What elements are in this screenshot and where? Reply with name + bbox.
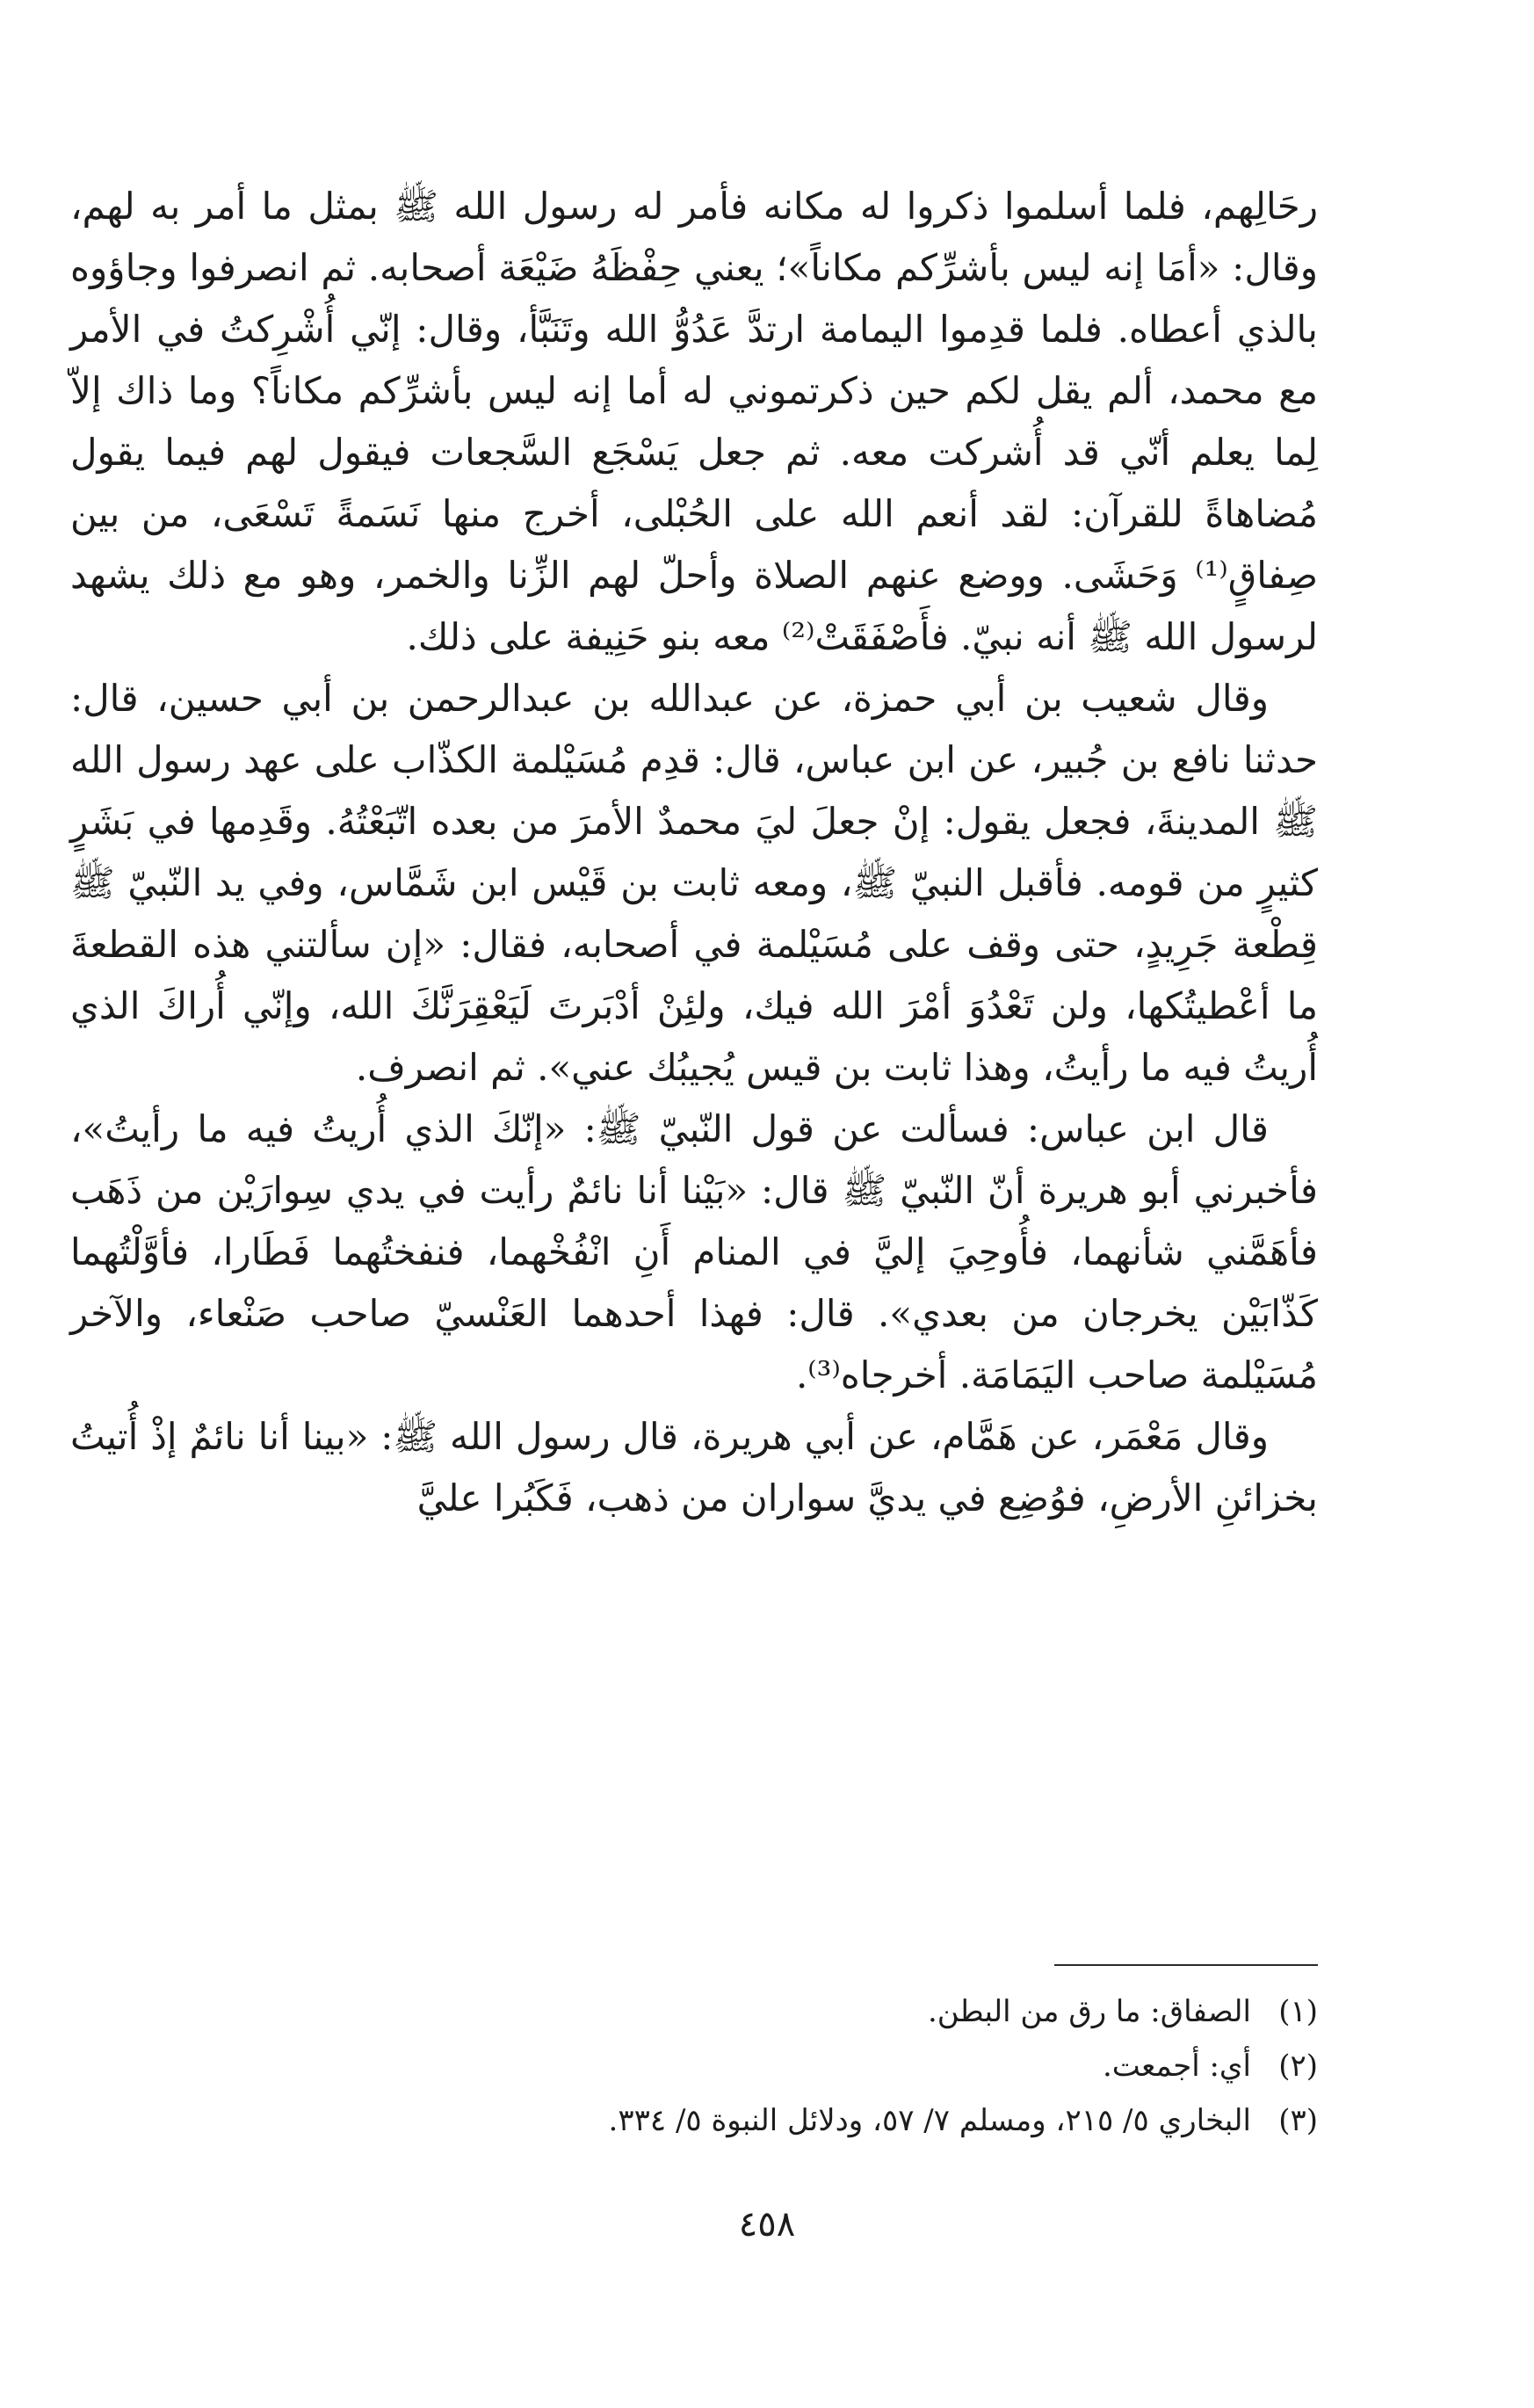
footnote-text: الصفاق: ما رق من البطن. bbox=[927, 1994, 1251, 2029]
page-number: ٤٥٨ bbox=[738, 2204, 796, 2245]
main-text-block bbox=[70, 176, 1318, 1529]
paragraph: وقال شعيب بن أبي حمزة، عن عبدالله بن عبدالرحمن بن أبي حسين، قال: حدثنا نافع بن جُبير، عن ابن عباس، قال: قدِم مُسَيْلمة الكذّاب على عهد رسول الله ﷺ المدينةَ، فجعل يقول: إنْ جعلَ ليَ محمدٌ الأمرَ من بعده اتّبَعْتُهُ. وقَدِمها في بَشَرٍ كثيرٍ من قومه. فأقبل النبيّ ﷺ، ومعه ثابت بن قَيْس ابن شَمَّاس، وفي يد النّبيّ ﷺ قِطْعة جَرِيدٍ، حتى وقف على مُسَيْلمة في أصحابه، فقال: «إن سألتني هذه القطعةَ ما أعْطيتُكها، ولن تَعْدُوَ أمْرَ الله فيك، ولئِنْ أدْبَرتَ لَيَعْقِرَنَّكَ الله، وإنّي أُراكَ الذي أُريتُ فيه ما رأيتُ، وهذا ثابت بن قيس يُجيبُك عني». ثم انصرف. bbox=[70, 677, 1318, 1089]
footnote-divider bbox=[1054, 1964, 1318, 1966]
footnote-number: (٣) bbox=[1278, 2103, 1318, 2138]
footnote-text: البخاري ٥/ ٢١٥، ومسلم ٧/ ٥٧، ودلائل النبوة ٥/ ٣٣٤. bbox=[608, 2103, 1251, 2138]
footnote-number: (٢) bbox=[1278, 2049, 1318, 2084]
paragraph: رحَالِهم، فلما أسلموا ذكروا له مكانه فأمر له رسول الله ﷺ بمثل ما أمر به لهم، وقال: «أمَا إنه ليس بأشرِّكم مكاناً»؛ يعني حِفْظَهُ ضَيْعَة أصحابه. ثم انصرفوا وجاؤوه بالذي أعطاه. فلما قدِموا اليمامة ارتدَّ عَدُوُّ الله وتَنَبَّأ، وقال: إنّي أُشْرِكتُ في الأمر مع محمد، ألم يقل لكم حين ذكرتموني له أما إنه ليس بأشرِّكم مكاناً؟ وما ذاك إلاّ لِما يعلم أنّي قد أُشركت معه. ثم جعل يَسْجَع السَّجعات فيقول لهم فيما يقول مُضاهاةً للقرآن: لقد أنعم الله على الحُبْلى، أخرج منها نَسَمةً تَسْعَى، من بين صِفاقٍ⁽¹⁾ وَحَشَى. ووضع عنهم الصلاة وأحلّ لهم الزِّنا والخمر، وهو مع ذلك يشهد لرسول الله ﷺ أنه نبيّ. فأَصْفَقَتْ⁽²⁾ معه بنو حَنِيفة على ذلك. bbox=[70, 185, 1318, 658]
footnote-item bbox=[264, 2039, 1318, 2093]
paragraph: وقال مَعْمَر، عن هَمَّام، عن أبي هريرة، قال رسول الله ﷺ: «بينا أنا نائمٌ إذْ أُتيتُ بخزائنِ الأرضِ، فوُضِع في يديَّ سواران من ذهب، فَكَبُرا عليَّ bbox=[70, 1415, 1318, 1520]
footnote-item bbox=[264, 1984, 1318, 2039]
footnote-number: (١) bbox=[1278, 1994, 1318, 2029]
footnotes-block bbox=[264, 1984, 1318, 2148]
paragraph: قال ابن عباس: فسألت عن قول النّبيّ ﷺ: «إنّكَ الذي أُريتُ فيه ما رأيتُ»، فأخبرني أبو هريرة أنّ النّبيّ ﷺ قال: «بَيْنا أنا نائمٌ رأيت في يدي سِوارَيْن من ذَهَب فأهَمَّني شأنهما، فأُوحِيَ إليَّ في المنام أَنِ انْفُخْهما، فنفختُهما فَطَارا، فأوَّلْتُهما كَذّابَيْن يخرجان من بعدي». قال: فهذا أحدهما العَنْسيّ صاحب صَنْعاء، والآخر مُسَيْلمة صاحب اليَمَامَة. أخرجاه⁽³⁾. bbox=[70, 1107, 1318, 1396]
footnote-text: أي: أجمعت. bbox=[1102, 2049, 1251, 2084]
footnote-item bbox=[264, 2093, 1318, 2148]
